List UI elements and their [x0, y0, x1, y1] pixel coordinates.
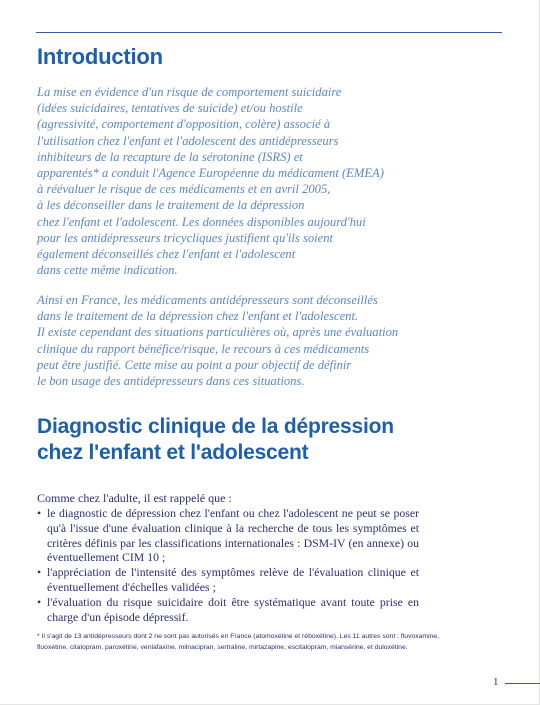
diagnostic-heading-line-2: chez l'enfant et l'adolescent	[37, 441, 309, 464]
intro-p1-line: également déconseillés chez l'enfant et l'adolescent	[37, 247, 296, 262]
intro-p2-line: dans le traitement de la dépression chez l'enfant et l'adolescent.	[37, 309, 359, 324]
bullet-icon: •	[37, 506, 42, 520]
footnote: * Il s'agit de 13 antidépresseurs dont 2 ne sont pas autorisés en France (atomoxétine et réboxétine). Les 11 autres sont : fluvoxamine, fluoxétine, citalopram, paroxétine, venlafaxine, milnacipran, sertraline, mirtazapine, escitalopram, miansérine, et duloxétine.	[37, 633, 440, 651]
intro-p1-line: l'utilisation chez l'enfant et l'adolescent des antidépresseurs	[37, 133, 339, 148]
top-divider	[36, 32, 502, 33]
diagnostic-heading	[37, 414, 497, 466]
intro-p1-line: (idées suicidaires, tentatives de suicide) et/ou hostile	[37, 101, 303, 116]
intro-p2-line: Il existe cependant des situations particulières où, après une évaluation	[37, 325, 399, 340]
diagnostic-bullet-list	[37, 506, 419, 624]
bottom-divider	[505, 683, 540, 684]
list-item-text: l'évaluation du risque suicidaire doit être systématique avant toute prise en charge d'un épisode dépressif.	[47, 594, 419, 624]
list-item-text: l'appréciation de l'intensité des symptômes relève de l'évaluation clinique et éventuellement d'échelles validées ;	[47, 565, 419, 594]
introduction-heading: Introduction	[37, 44, 163, 69]
intro-p1-line: chez l'enfant et l'adolescent. Les données disponibles aujourd'hui	[37, 214, 366, 229]
intro-p1-line: La mise en évidence d'un risque de comportement suicidaire	[37, 85, 342, 99]
intro-p2-line: le bon usage des antidépresseurs dans ces situations.	[37, 374, 305, 389]
intro-p1-line: dans cette même indication.	[37, 263, 178, 278]
list-item	[37, 565, 419, 595]
intro-p1-line: à les déconseiller dans le traitement de la dépression	[37, 198, 305, 213]
list-item-text: le diagnostic de dépression chez l'enfant ou chez l'adolescent ne peut se poser qu'à l'issue d'une évaluation clinique à la recherche de tous les symptômes et critères définis par les classifications internationales : DSM-IV (en annexe) ou éventuellement CIM 10 ;	[47, 506, 419, 565]
intro-p2-line: peut être justifié. Cette mise au point a pour objectif de définir	[37, 357, 352, 372]
intro-p1-line: (agressivité, comportement d'opposition, colère) associé à	[37, 117, 331, 132]
list-item	[37, 506, 419, 565]
intro-p1-line: apparentés* a conduit l'Agence Européenne du médicament (EMEA)	[37, 166, 384, 181]
intro-p1-line: inhibiteurs de la recapture de la sérotonine (ISRS) et	[37, 149, 303, 164]
diagnostic-lead-text: Comme chez l'adulte, il est rappelé que :	[37, 491, 232, 505]
intro-p1-line: pour les antidépresseurs tricycliques justifient qu'ils soient	[37, 230, 334, 245]
intro-p2-line: clinique du rapport bénéfice/risque, le recours à ces médicaments	[37, 341, 370, 356]
introduction-paragraph-2	[37, 292, 457, 389]
bullet-icon: •	[37, 594, 42, 609]
page-number: 1	[493, 676, 499, 688]
introduction-paragraph-1	[37, 84, 457, 278]
intro-p1-line: à réévaluer le risque de ces médicaments et en avril 2005,	[37, 182, 331, 197]
intro-p2-line: Ainsi en France, les médicaments antidépresseurs sont déconseillés	[37, 293, 378, 307]
list-item	[37, 595, 419, 625]
diagnostic-heading-line-1: Diagnostic clinique de la dépression	[37, 415, 394, 438]
bullet-icon: •	[37, 565, 42, 580]
